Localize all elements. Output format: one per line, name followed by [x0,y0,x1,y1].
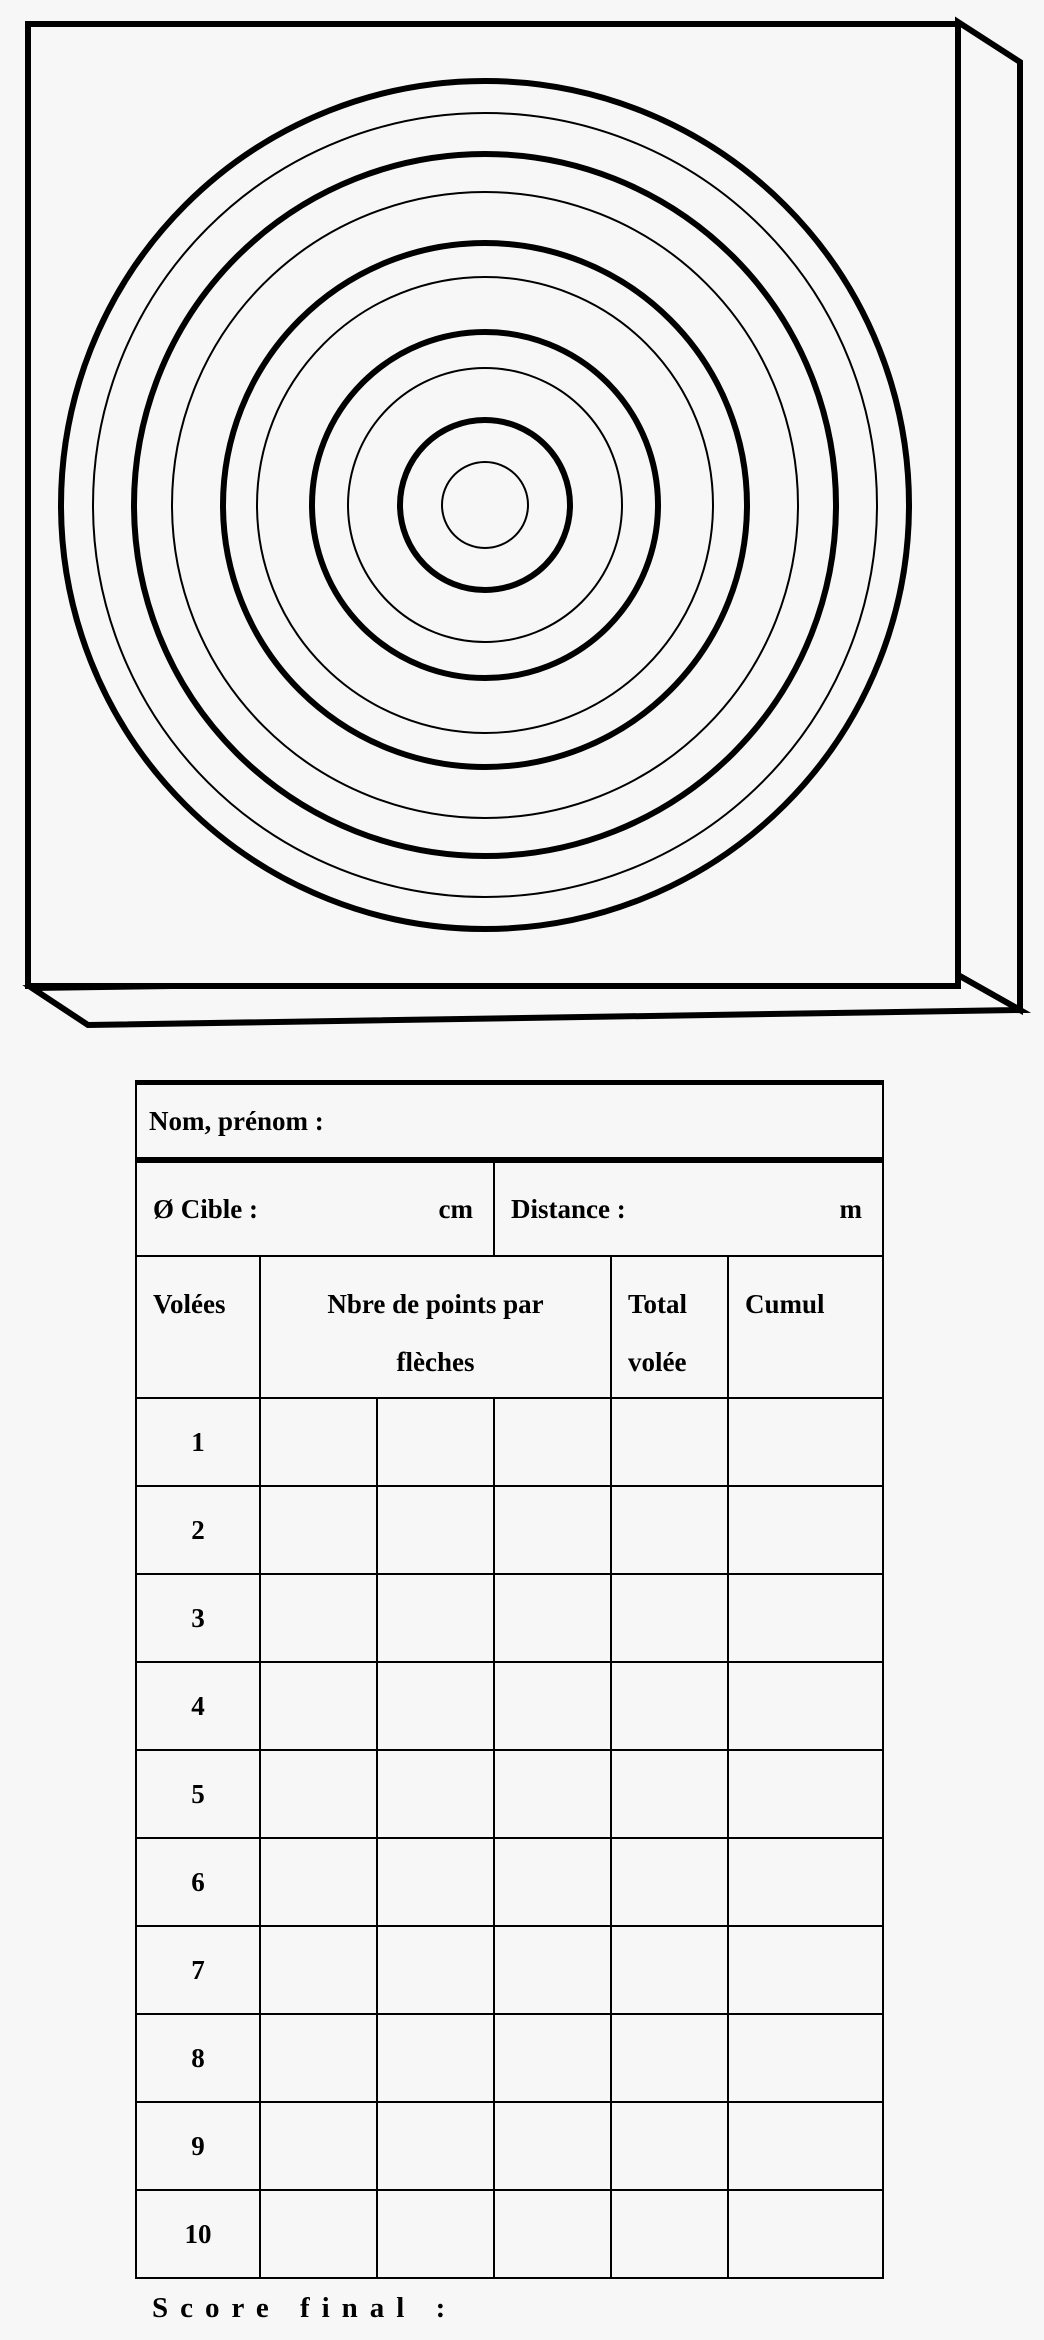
cumul-cell[interactable] [728,2102,883,2190]
volee-number: 2 [136,1486,260,1574]
cumul-cell[interactable] [728,2190,883,2278]
total-volee-cell[interactable] [611,1574,728,1662]
distance-label: Distance : [511,1193,626,1224]
total-volee-cell[interactable] [611,1662,728,1750]
volee-row [136,1926,883,2014]
arrow-2-score-cell[interactable] [377,1926,494,2014]
volee-number: 6 [136,1838,260,1926]
arrow-2-score-cell[interactable] [377,1486,494,1574]
volee-number: 5 [136,1750,260,1838]
name-label: Nom, prénom : [149,1105,324,1136]
volees-rows [136,1398,883,2278]
volee-row [136,1662,883,1750]
cumul-cell[interactable] [728,1486,883,1574]
volee-row [136,2190,883,2278]
arrow-2-score-cell[interactable] [377,1838,494,1926]
cible-unit: cm [438,1193,473,1224]
arrow-1-score-cell[interactable] [260,1662,377,1750]
total-volee-cell[interactable] [611,1398,728,1486]
header-points: Nbre de points par flèches [260,1256,611,1398]
arrow-1-score-cell[interactable] [260,2190,377,2278]
volee-row [136,2102,883,2190]
arrow-3-score-cell[interactable] [494,1486,611,1574]
cumul-cell[interactable] [728,1662,883,1750]
cumul-cell[interactable] [728,1398,883,1486]
total-volee-cell[interactable] [611,1926,728,2014]
cumul-cell[interactable] [728,1574,883,1662]
arrow-3-score-cell[interactable] [494,1662,611,1750]
volee-number: 7 [136,1926,260,2014]
arrow-1-score-cell[interactable] [260,1398,377,1486]
arrow-3-score-cell[interactable] [494,1838,611,1926]
cumul-cell[interactable] [728,1926,883,2014]
arrow-2-score-cell[interactable] [377,2190,494,2278]
total-volee-cell[interactable] [611,2190,728,2278]
arrow-2-score-cell[interactable] [377,2014,494,2102]
volee-row [136,1838,883,1926]
arrow-3-score-cell[interactable] [494,1750,611,1838]
cumul-cell[interactable] [728,2014,883,2102]
arrow-1-score-cell[interactable] [260,2014,377,2102]
volee-row [136,1574,883,1662]
arrow-1-score-cell[interactable] [260,1750,377,1838]
total-volee-cell[interactable] [611,2102,728,2190]
score-final-label: Score final : [152,2292,458,2324]
cible-field[interactable] [136,1160,494,1256]
cible-label: Ø Cible : [153,1193,258,1224]
target-illustration [0,0,1044,1040]
arrow-3-score-cell[interactable] [494,2014,611,2102]
volee-number: 3 [136,1574,260,1662]
arrow-3-score-cell[interactable] [494,1398,611,1486]
header-cumul: Cumul [728,1256,883,1398]
arrow-3-score-cell[interactable] [494,2102,611,2190]
header-total: Total volée [611,1256,728,1398]
arrow-3-score-cell[interactable] [494,1926,611,2014]
arrow-1-score-cell[interactable] [260,2102,377,2190]
arrow-2-score-cell[interactable] [377,1398,494,1486]
total-volee-cell[interactable] [611,1750,728,1838]
cumul-cell[interactable] [728,1750,883,1838]
volee-row [136,1398,883,1486]
volee-number: 8 [136,2014,260,2102]
volee-number: 4 [136,1662,260,1750]
board-face [28,24,958,986]
volee-number: 1 [136,1398,260,1486]
arrow-3-score-cell[interactable] [494,2190,611,2278]
distance-unit: m [839,1193,863,1224]
volee-row [136,2014,883,2102]
total-volee-cell[interactable] [611,1486,728,1574]
arrow-2-score-cell[interactable] [377,1662,494,1750]
arrow-1-score-cell[interactable] [260,1926,377,2014]
arrow-1-score-cell[interactable] [260,1574,377,1662]
volee-row [136,1750,883,1838]
volee-number: 10 [136,2190,260,2278]
distance-field[interactable] [494,1160,883,1256]
name-field[interactable] [136,1083,883,1161]
board-side [958,22,1020,1010]
arrow-1-score-cell[interactable] [260,1838,377,1926]
volee-row [136,1486,883,1574]
score-sheet-table [135,1080,884,2279]
volee-number: 9 [136,2102,260,2190]
arrow-2-score-cell[interactable] [377,1574,494,1662]
arrow-3-score-cell[interactable] [494,1574,611,1662]
cumul-cell[interactable] [728,1838,883,1926]
arrow-2-score-cell[interactable] [377,2102,494,2190]
arrow-1-score-cell[interactable] [260,1486,377,1574]
header-volees: Volées [136,1256,260,1398]
total-volee-cell[interactable] [611,1838,728,1926]
arrow-2-score-cell[interactable] [377,1750,494,1838]
total-volee-cell[interactable] [611,2014,728,2102]
